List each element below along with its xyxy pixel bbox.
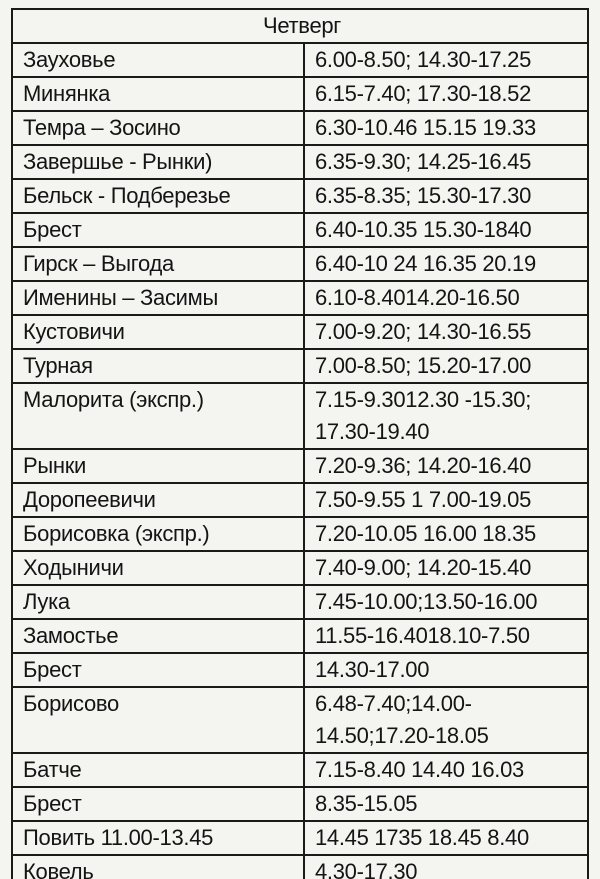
times-cell: 7.45-10.00;13.50-16.00 [304,585,588,619]
times-cell: 7.20-10.05 16.00 18.35 [304,517,588,551]
table-row [12,281,588,315]
table-row [12,145,588,179]
destination-cell: Гирск – Выгода [12,247,304,281]
destination-cell: Рынки [12,449,304,483]
destination-cell: Брест [12,213,304,247]
destination-cell: Темра – Зосино [12,111,304,145]
table-header-row [12,9,588,43]
times-cell: 6.00-8.50; 14.30-17.25 [304,43,588,77]
destination-cell: Повить 11.00-13.45 [12,821,304,855]
times-cell: 7.40-9.00; 14.20-15.40 [304,551,588,585]
table-row [12,821,588,855]
times-cell: 6.40-10.35 15.30-1840 [304,213,588,247]
destination-cell: Ходыничи [12,551,304,585]
times-cell: 7.15-8.40 14.40 16.03 [304,753,588,787]
times-cell: 6.15-7.40; 17.30-18.52 [304,77,588,111]
table-row [12,653,588,687]
table-row [12,111,588,145]
table-row [12,213,588,247]
times-cell: 8.35-15.05 [304,787,588,821]
destination-cell: Кустовичи [12,315,304,349]
table-row [12,383,588,449]
table-row [12,77,588,111]
destination-cell: Минянка [12,77,304,111]
table-row [12,855,588,879]
destination-cell: Лука [12,585,304,619]
times-cell: 7.20-9.36; 14.20-16.40 [304,449,588,483]
destination-cell: Турная [12,349,304,383]
times-cell: 7.00-8.50; 15.20-17.00 [304,349,588,383]
destination-cell: Брест [12,653,304,687]
destination-cell: Ковель [12,855,304,879]
times-cell: 14.45 1735 18.45 8.40 [304,821,588,855]
destination-cell: Зауховье [12,43,304,77]
times-cell: 11.55-16.4018.10-7.50 [304,619,588,653]
destination-cell: Именины – Засимы [12,281,304,315]
destination-cell: Борисово [12,687,304,753]
destination-cell: Батче [12,753,304,787]
destination-cell: Завершье - Рынки) [12,145,304,179]
times-cell: 7.15-9.3012.30 -15.30; 17.30-19.40 [304,383,588,449]
destination-cell: Борисовка (экспр.) [12,517,304,551]
destination-cell: Доропеевичи [12,483,304,517]
times-cell: 7.50-9.55 1 7.00-19.05 [304,483,588,517]
table-row [12,483,588,517]
destination-cell: Бельск - Подберезье [12,179,304,213]
schedule-table [11,8,589,879]
times-cell: 6.30-10.46 15.15 19.33 [304,111,588,145]
table-row [12,349,588,383]
day-header: Четверг [12,9,588,43]
table-row [12,551,588,585]
table-row [12,753,588,787]
destination-cell: Брест [12,787,304,821]
table-row [12,247,588,281]
table-row [12,585,588,619]
times-cell: 6.48-7.40;14.00- 14.50;17.20-18.05 [304,687,588,753]
times-cell: 4.30-17.30 [304,855,588,879]
table-row [12,179,588,213]
table-row [12,315,588,349]
destination-cell: Малорита (экспр.) [12,383,304,449]
table-row [12,517,588,551]
table-row [12,687,588,753]
times-cell: 14.30-17.00 [304,653,588,687]
times-cell: 6.10-8.4014.20-16.50 [304,281,588,315]
times-cell: 6.35-8.35; 15.30-17.30 [304,179,588,213]
table-row [12,787,588,821]
table-row [12,619,588,653]
table-row [12,449,588,483]
times-cell: 6.35-9.30; 14.25-16.45 [304,145,588,179]
times-cell: 6.40-10 24 16.35 20.19 [304,247,588,281]
times-cell: 7.00-9.20; 14.30-16.55 [304,315,588,349]
table-row [12,43,588,77]
destination-cell: Замостье [12,619,304,653]
